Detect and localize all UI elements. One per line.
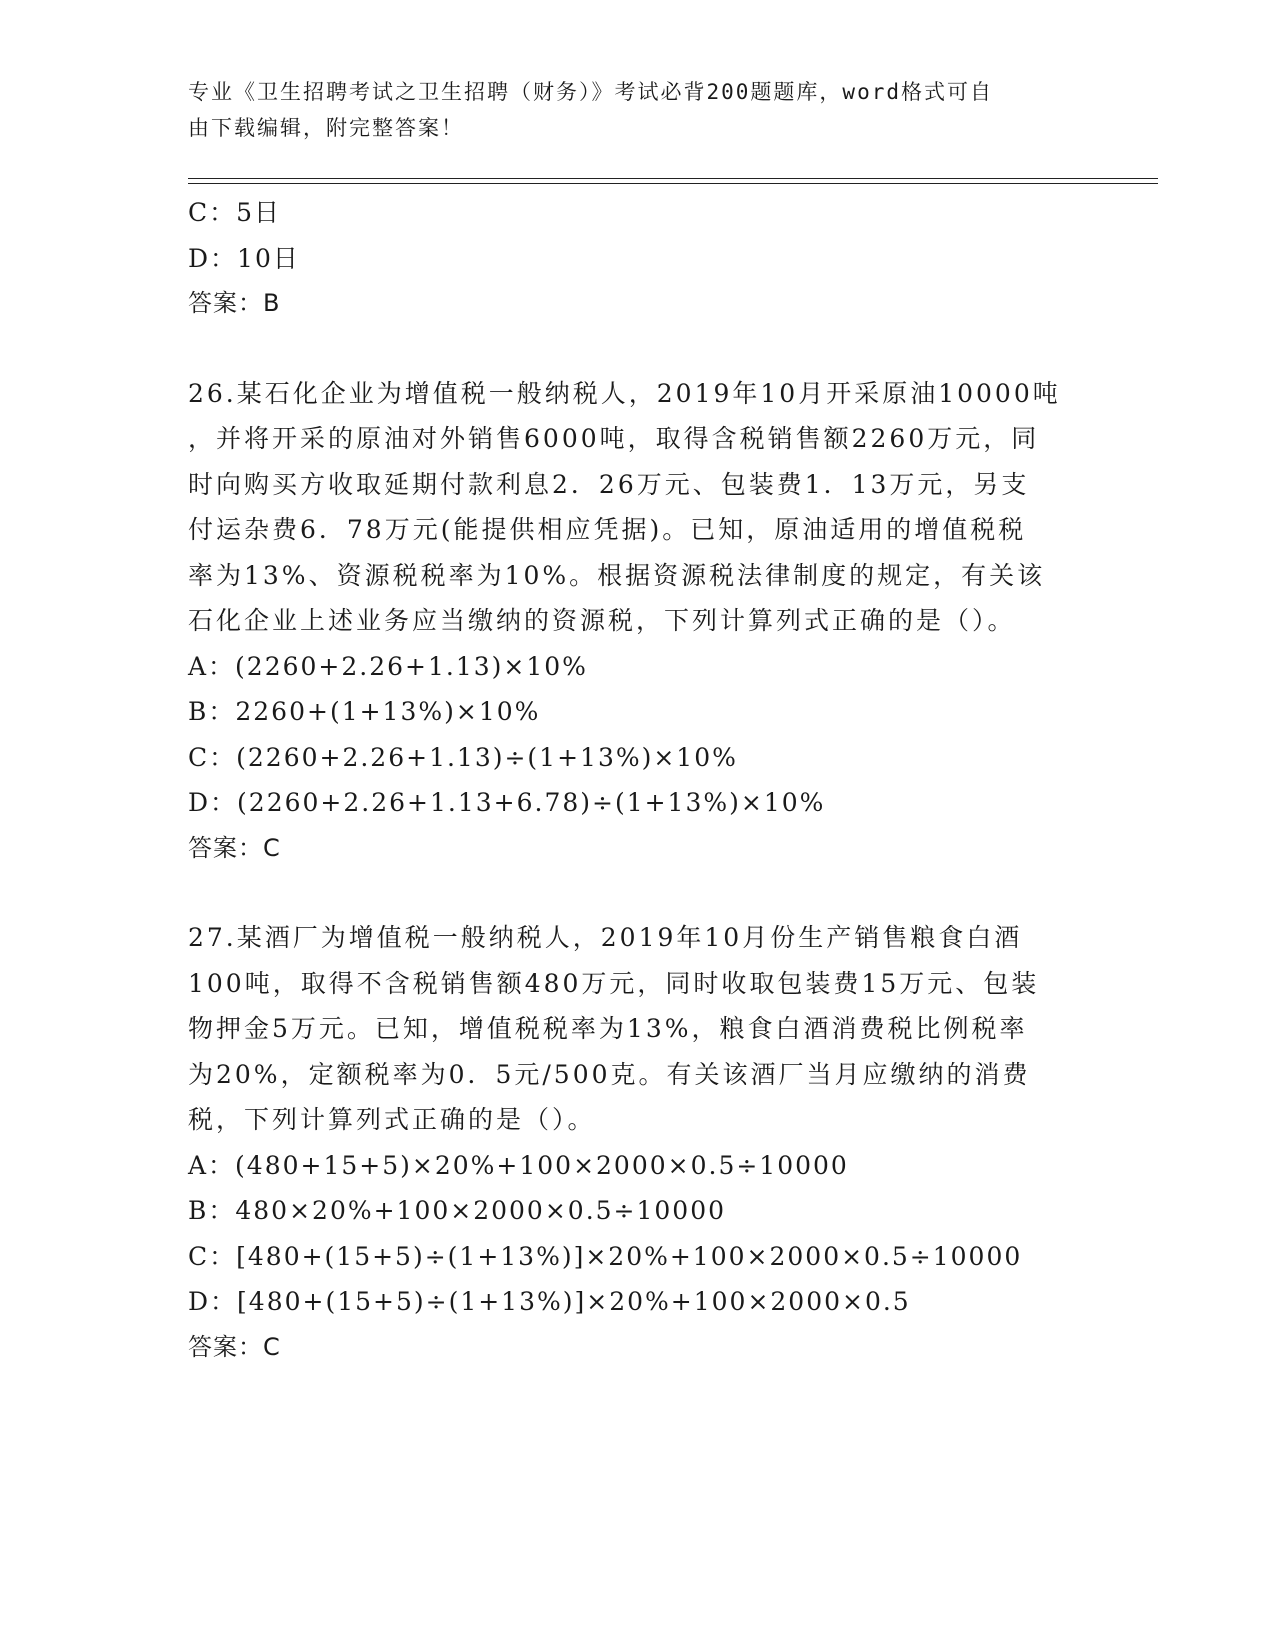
header-divider-top	[188, 178, 1158, 179]
document-body	[188, 190, 1088, 1370]
option-d: D：[480+(15+5)÷(1+13%)]×20%+100×2000×0.5	[188, 1287, 911, 1316]
option-d: D：(2260+2.26+1.13+6.78)÷(1+13%)×10%	[188, 788, 826, 817]
option-c: C：(2260+2.26+1.13)÷(1+13%)×10%	[188, 742, 738, 772]
stem-line: 26.某石化企业为增值税一般纳税人，2019年10月开采原油10000吨	[188, 378, 1061, 408]
stem-line: 税，下列计算列式正确的是（）。	[188, 1105, 596, 1134]
stem-line: 石化企业上述业务应当缴纳的资源税，下列计算列式正确的是（）。	[188, 606, 1016, 635]
option-b: B：2260+(1+13%)×10%	[188, 697, 541, 726]
prev-question-block	[188, 190, 1088, 327]
answer-line: 答案：C	[188, 1332, 281, 1361]
stem-line: 为20%，定额税率为0．5元/500克。有关该酒厂当月应缴纳的消费	[188, 1059, 1031, 1089]
question-stem	[188, 915, 1088, 1143]
header-line-1: 专业《卫生招聘考试之卫生招聘（财务）》考试必背200题题库，word格式可自	[188, 80, 993, 104]
question-27	[188, 915, 1088, 1370]
spacer	[188, 327, 1088, 371]
header-divider-bottom	[188, 183, 1158, 184]
stem-line: 付运杂费6．78万元(能提供相应凭据)。已知，原油适用的增值税税	[188, 515, 1027, 544]
stem-line: 时向购买方收取延期付款利息2．26万元、包装费1．13万元，另支	[188, 469, 1030, 499]
stem-line: 27.某酒厂为增值税一般纳税人，2019年10月份生产销售粮食白酒	[188, 923, 1023, 952]
page-header	[188, 74, 1088, 146]
stem-line: 100吨，取得不含税销售额480万元，同时收取包装费15万元、包装	[188, 968, 1040, 998]
header-line-2: 由下载编辑，附完整答案！	[188, 116, 464, 140]
stem-line: ，并将开采的原油对外销售6000吨，取得含税销售额2260万元，同	[188, 424, 1040, 453]
option-c: C：[480+(15+5)÷(1+13%)]×20%+100×2000×0.5÷10000	[188, 1241, 1023, 1271]
answer-line: 答案：C	[188, 833, 281, 862]
option-d: D：10日	[188, 243, 300, 273]
option-a: A：(2260+2.26+1.13)×10%	[188, 651, 588, 681]
question-26	[188, 371, 1088, 872]
option-a: A：(480+15+5)×20%+100×2000×0.5÷10000	[188, 1150, 849, 1180]
stem-line: 物押金5万元。已知，增值税税率为13%，粮食白酒消费税比例税率	[188, 1014, 1028, 1043]
spacer	[188, 871, 1088, 915]
stem-line: 率为13%、资源税税率为10%。根据资源税法律制度的规定，有关该	[188, 560, 1046, 590]
option-c: C：5日	[188, 198, 282, 227]
answer-line: 答案：B	[188, 289, 281, 317]
question-stem	[188, 371, 1088, 644]
option-b: B：480×20%+100×2000×0.5÷10000	[188, 1196, 727, 1225]
